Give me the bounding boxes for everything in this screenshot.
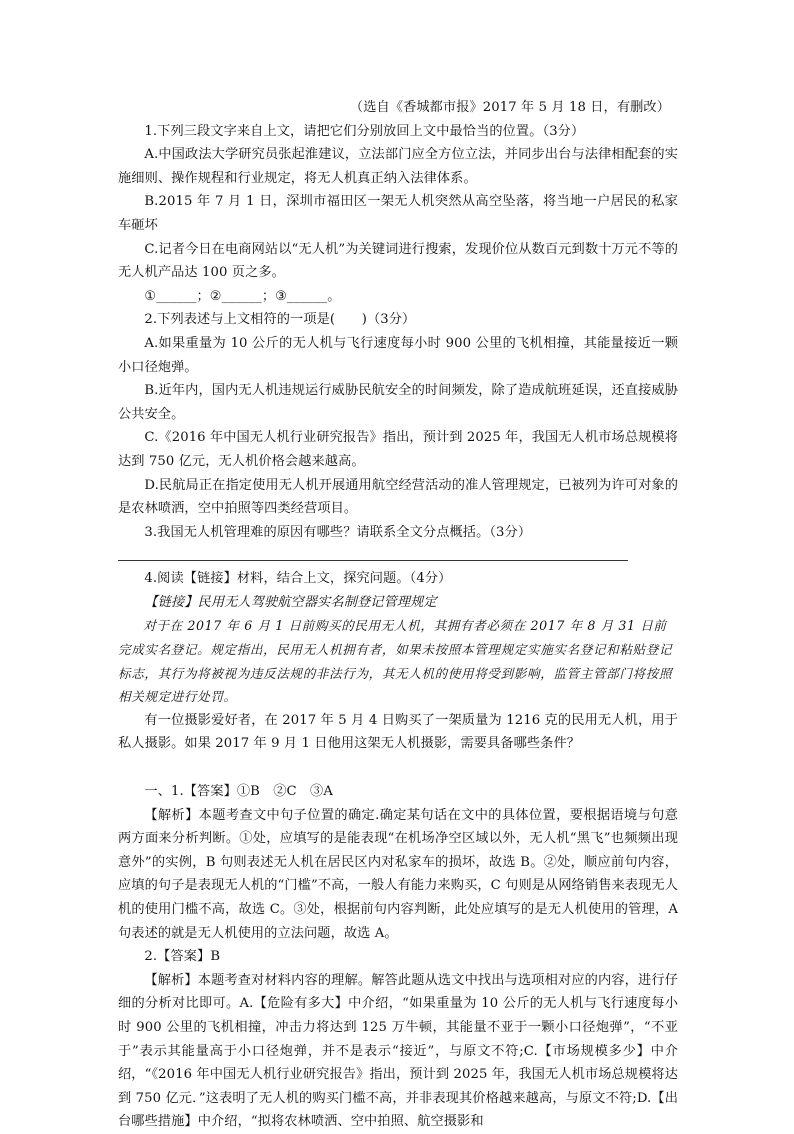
question-2-option-a: A.如果重量为 10 公斤的无人机与飞行速度每小时 900 公里的飞机相撞，其能量接近一颗小口径炮弹。 xyxy=(118,335,678,375)
question-1-option-b: B.2015 年 7 月 1 日，深圳市福田区一架无人机突然从高空坠落，将当地一户居民的私家车砸坏 xyxy=(118,194,678,233)
document-content xyxy=(118,96,678,1134)
link-body: 对于在 2017 年 6 月 1 日前购买的民用无人机，其拥有者必须在 2017 年 8 月 31 日前完成实名登记。规定指出，民用无人机拥有者，如果未按照本管理规定实施实名登记和粘贴登记标志，其行为将被视为违反法规的非法行为，其无人机的使用将受到影响，监管主管部门将按照相关规定进行处罚。 xyxy=(118,618,673,705)
answer-2-analysis: 【解析】本题考查对材料内容的理解。解答此题从选文中找出与选项相对应的内容，进行仔细的分析对比即可。A.【危险有多大】中介绍，“如果重量为 10 公斤的无人机与飞行速度每小时 900 公里的飞机相撞，冲击力将达到 125 万牛顿，其能量不亚于一颗小口径炮弹”，“不亚于”表示其能量高于小口径炮弹，并不是表示“接近”，与原文不符;C.【市场规模多少】中介绍，“《2016 年中国无人机行业研究报告》指出，预计到 2025 年，我国无人机市场总规模将达到 750 亿元．”这表明了无人机的购买门槛不高，并非表现其价格越来越高，与原文不符;D.【出台哪些措施】中介绍，“拟将农林喷洒、空中拍照、航空摄影和 xyxy=(118,972,678,1130)
question-2-option-c: C.《2016 年中国无人机行业研究报告》指出，预计到 2025 年，我国无人机市场总规模将达到 750 亿元，无人机价格会越来越高。 xyxy=(118,430,678,469)
question-2-option-d: D.民航局正在指定使用无人机开展通用航空经营活动的准人管理规定，已被列为许可对象的是农林喷洒，空中拍照等四类经营项目。 xyxy=(118,477,678,517)
answer-line xyxy=(118,560,628,561)
answer-1-heading: 一、1.【答案】①B ②C ③A xyxy=(144,784,333,800)
question-3-stem: 3.我国无人机管理难的原因有哪些？请联系全文分点概括。（3分） xyxy=(144,524,532,540)
question-1-option-c: C.记者今日在电商网站以“无人机”为关键词进行搜索，发现价位从数百元到数十万元不等的无人机产品达 100 页之多。 xyxy=(118,241,678,281)
question-2-stem: 2.下列表述与上文相符的一项是( )（3分） xyxy=(144,312,416,328)
question-2-option-b: B.近年内，国内无人机违规运行威胁民航安全的时间频发，除了造成航班延误，还直接威胁公共安全。 xyxy=(118,383,678,422)
answer-1-analysis: 【解析】本题考查文中句子位置的确定.确定某句话在文中的具体位置，要根据语境与句意两方面来分析判断。①处，应填写的是能表现“在机场净空区域以外，无人机“黑飞”也频频出现意外”的实例，B 句则表述无人机在居民区内对私家车的损坏，故选 B。②处，顺应前句内容，应填的句子是表现无人机的“门槛”不高，一般人有能力来购买，C 句则是从网络销售来表现无人机的使用门槛不高，故选 C。③处，根据前句内容判断，此处应填写的是无人机使用的管理，A 句表述的就是无人机使用的立法问题，故选 A。 xyxy=(118,807,678,941)
source-citation: （选自《香城都市报》2017 年 5 月 18 日，有删改） xyxy=(349,100,670,115)
question-1-answer-blanks: ①______；②______；③______。 xyxy=(144,288,341,304)
answer-2-heading: 2.【答案】B xyxy=(144,949,221,965)
question-1-stem: 1.下列三段文字来自上文，请把它们分别放回上文中最恰当的位置。（3分） xyxy=(144,123,585,139)
question-4-scenario: 有一位摄影爱好者，在 2017 年 5 月 4 日购买了一架质量为 1216 克的民用无人机，用于私人摄影。如果 2017 年 9 月 1 日他用这架无人机摄影，需要具备哪些条件？ xyxy=(118,712,678,752)
section-gap xyxy=(118,756,678,780)
question-1-option-a: A.中国政法大学研究员张起淮建议，立法部门应全方位立法，并同步出台与法律相配套的实施细则、操作规程和行业规定，将无人机真正纳入法律体系。 xyxy=(118,147,678,186)
question-4-stem: 4.阅读【链接】材料，结合上文，探究问题。（4分） xyxy=(144,571,452,587)
link-title: 【链接】民用无人驾驶航空器实名制登记管理规定 xyxy=(144,594,437,610)
